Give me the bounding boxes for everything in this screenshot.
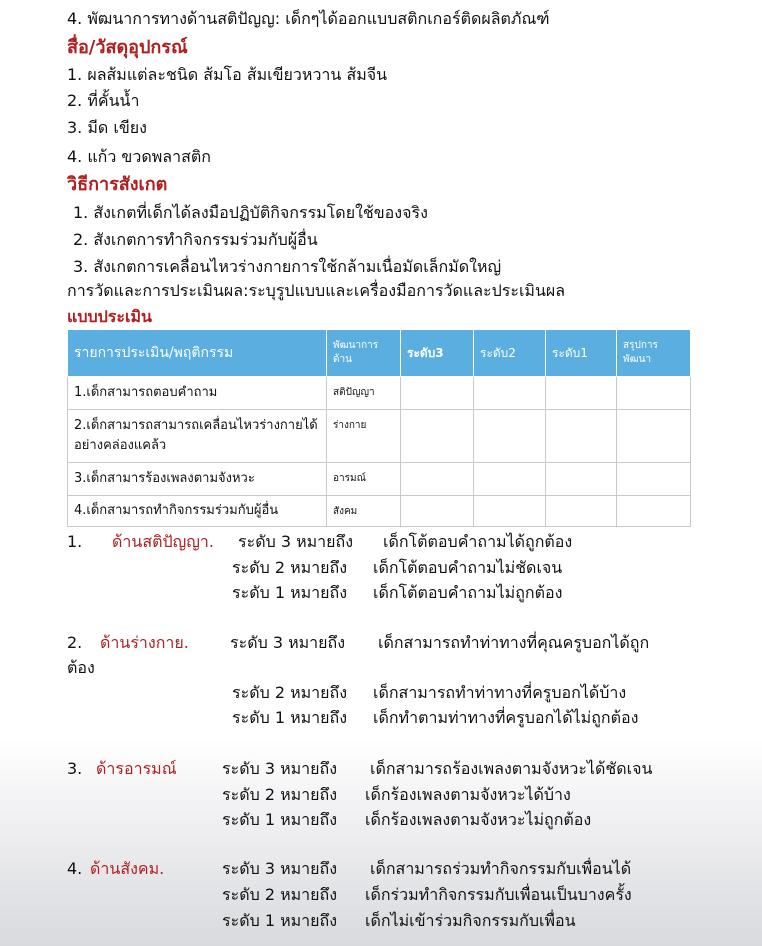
- level-desc: เด็กสามารถร้องเพลงตามจังหวะได้ชัดเจน: [370, 759, 653, 778]
- observation-item: 3. สังเกตการเคลื่อนไหวร่างกายการใช้กล้ามเนื่อมัดเล็กมัดใหญ่: [73, 257, 502, 276]
- behavior-cell: 1.เด็กสามารถตอบคำถาม: [68, 377, 327, 410]
- level-desc: เด็กร่วมทำกิจกรรมกับเพื่อนเป็นบางครั้ง: [365, 885, 632, 904]
- col-level3: ระดับ3: [401, 330, 474, 377]
- level-label: ระดับ 1 หมายถึง: [232, 708, 348, 727]
- table-row: [68, 377, 691, 410]
- empty-cell: [546, 496, 617, 527]
- assessment-heading: แบบประเมิน: [67, 307, 152, 326]
- materials-heading: สื่อ/วัสดุอุปกรณ์: [67, 37, 188, 58]
- empty-cell: [546, 377, 617, 410]
- behavior-cell: 2.เด็กสามารถสามารถเคลื่อนไหวร่างกายได้อย่างคล่องแคล้ว: [68, 410, 327, 463]
- empty-cell: [401, 410, 474, 463]
- level-label: ระดับ 3 หมายถึง: [230, 633, 346, 652]
- level-label: ระดับ 3 หมายถึง: [222, 759, 338, 778]
- empty-cell: [401, 463, 474, 496]
- empty-cell: [546, 463, 617, 496]
- table-row: [68, 496, 691, 527]
- measurement-line: การวัดและการประเมินผล:ระบุรูปแบบและเครื่องมือการวัดและประเมินผล: [67, 281, 566, 300]
- criteria-number: 4.: [67, 859, 83, 878]
- domain-cell: ร่างกาย: [327, 410, 401, 463]
- level-label: ระดับ 3 หมายถึง: [222, 859, 338, 878]
- domain-cell: สังคม: [327, 496, 401, 527]
- empty-cell: [617, 496, 691, 527]
- empty-cell: [617, 377, 691, 410]
- col-behavior: รายการประเมิน/พฤติกรรม: [68, 330, 327, 377]
- level-label: ระดับ 3 หมายถึง: [238, 532, 354, 551]
- assessment-table: [67, 329, 691, 527]
- level-label: ระดับ 1 หมายถึง: [232, 583, 348, 602]
- col-domain: พัฒนาการด้าน: [327, 330, 401, 377]
- criteria-title: ด้ารอารมณ์: [96, 759, 177, 778]
- level-label: ระดับ 1 หมายถึง: [222, 911, 338, 930]
- criteria-number: 3.: [67, 759, 83, 778]
- materials-item: 3. มีด เขียง: [67, 118, 147, 137]
- level-desc: เด็กโต้ตอบคำถามไม่ชัดเจน: [373, 558, 563, 577]
- col-level1: ระดับ1: [546, 330, 617, 377]
- criteria-number: 1.: [67, 532, 83, 551]
- empty-cell: [474, 496, 546, 527]
- empty-cell: [401, 496, 474, 527]
- level-label: ระดับ 2 หมายถึง: [222, 785, 338, 804]
- empty-cell: [474, 463, 546, 496]
- col-level2: ระดับ2: [474, 330, 546, 377]
- level-label: ระดับ 2 หมายถึง: [232, 683, 348, 702]
- empty-cell: [617, 410, 691, 463]
- empty-cell: [474, 410, 546, 463]
- level-desc: เด็กสามารถทำท่าทางที่คุณครูบอกได้ถูก: [378, 633, 650, 652]
- col-summary: สรุปการพัฒนา: [617, 330, 691, 377]
- level-desc: เด็กร้องเพลงตามจังหวะไม่ถูกต้อง: [365, 810, 592, 829]
- level-desc: เด็กไม่เข้าร่วมกิจกรรมกับเพื่อน: [365, 911, 576, 930]
- domain-cell: สติปัญญา: [327, 377, 401, 410]
- level-desc-wrap: ต้อง: [67, 658, 95, 677]
- criteria-title: ด้านร่างกาย.: [100, 633, 189, 652]
- observation-item: 1. สังเกตที่เด็กได้ลงมือปฏิบัติกิจกรรมโดยใช้ของจริง: [73, 203, 428, 222]
- criteria-title: ด้านสติปัญญา.: [112, 532, 214, 551]
- domain-cell: อารมณ์: [327, 463, 401, 496]
- empty-cell: [401, 377, 474, 410]
- level-desc: เด็กโต้ตอบคำถามไม่ถูกต้อง: [373, 583, 563, 602]
- development-item-4: 4. พัฒนาการทางด้านสติปัญญ: เด็กๆได้ออกแบบสติกเกอร์ติดผลิตภัณฑ์: [67, 9, 550, 28]
- level-label: ระดับ 2 หมายถึง: [232, 558, 348, 577]
- criteria-title: ด้านสังคม.: [90, 859, 165, 878]
- empty-cell: [546, 410, 617, 463]
- behavior-cell: 3.เด็กสามารร้องเพลงตามจังหวะ: [68, 463, 327, 496]
- level-desc: เด็กทำตามท่าทางที่ครูบอกได้ไม่ถูกต้อง: [373, 708, 639, 727]
- observation-item: 2. สังเกตการทำกิจกรรมร่วมกับผู้อื่น: [73, 230, 318, 249]
- level-desc: เด็กสามารถร่วมทำกิจกรรมกับเพื่อนได้: [370, 859, 632, 878]
- behavior-cell: 4.เด็กสามารถทำกิจกรรมร่วมกับผู้อื่น: [68, 496, 327, 527]
- table-header-row: [68, 330, 691, 377]
- observation-heading: วิธีการสังเกต: [67, 174, 168, 195]
- level-desc: เด็กโต้ตอบคำถามได้ถูกต้อง: [383, 532, 573, 551]
- level-label: ระดับ 1 หมายถึง: [222, 810, 338, 829]
- materials-item: 4. แก้ว ขวดพลาสติก: [67, 147, 211, 166]
- table-row: [68, 410, 691, 463]
- materials-item: 1. ผลส้มแต่ละชนิด ส้มโอ ส้มเขียวหวาน ส้มจีน: [67, 65, 388, 84]
- empty-cell: [474, 377, 546, 410]
- criteria-number: 2.: [67, 633, 83, 652]
- empty-cell: [617, 463, 691, 496]
- table-row: [68, 463, 691, 496]
- level-label: ระดับ 2 หมายถึง: [222, 885, 338, 904]
- materials-item: 2. ที่คั้นน้ำ: [67, 91, 140, 110]
- level-desc: เด็กสามารถทำท่าทางที่ครูบอกได้บ้าง: [373, 683, 627, 702]
- level-desc: เด็กร้องเพลงตามจังหวะได้บ้าง: [365, 785, 571, 804]
